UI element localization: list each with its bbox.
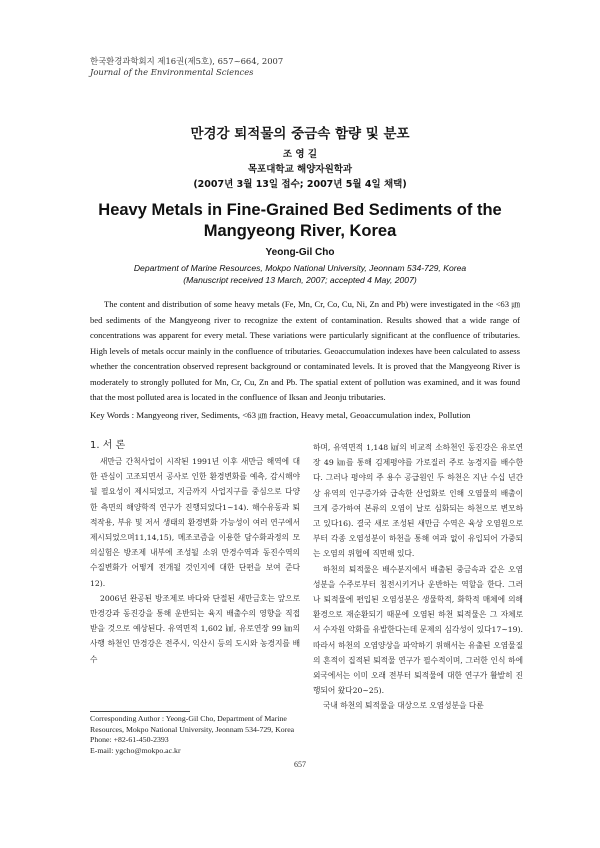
- korean-affiliation: 목포대학교 해양자원학과: [247, 164, 353, 175]
- journal-citation: 한국환경과학회지 제16권(제5호), 657~664, 2007: [90, 56, 284, 66]
- corresponding-author: Corresponding Author : Yeong-Gil Cho, Department of Marine Resources, Mokpo National University, Jeonnam 534-729, Korea: [90, 714, 295, 734]
- footnote: [90, 714, 305, 756]
- korean-title: 만경강 퇴적물의 중금속 함량 및 분포: [190, 126, 410, 142]
- body-paragraph: 2006년 완공된 방조제로 바다와 단절된 새만금호는 앞으로 만경강과 동진강을 통해 운반되는 육지 배출수의 영향을 직접 받을 것으로 예상된다. 유역면적 1,602 ㎢, 유로연장 99 ㎞의 사행 하천인 만경강은 전주시, 익산시 등의 도시와 농경지를 배수: [90, 593, 300, 664]
- body-paragraph: 하며, 유역면적 1,148 ㎢의 비교적 소하천인 동진강은 유로연장 49 ㎞를 통해 김제평야를 가로질러 주로 농경지를 배수한다. 그러나 평야의 주 용수 공급원인 두 하천은 지난 수십 년간 상 유역의 인구증가와 급속한 산업화로 인해 오염물의 배출이 크게 증가하여 본류의 오염이 날로 심화되는 하천으로 변모하고 있다16). 결국 새로 조성된 새만금 수역은 육상 오염원으로부터 각종 오염성분이 하천을 통해 여과 없이 유입되어 가중되는 오염의 위협에 직면해 있다.: [313, 443, 523, 559]
- english-title: [0, 200, 600, 242]
- english-title-line-1: Heavy Metals in Fine-Grained Bed Sediments of the: [98, 201, 502, 219]
- body-paragraph: 국내 하천의 퇴적물을 대상으로 오염성분을 다룬: [323, 701, 484, 711]
- body-column-left: [90, 440, 300, 667]
- section-heading: 1. 서 론: [90, 440, 126, 451]
- body-paragraph: 새만금 간척사업이 시작된 1991년 이후 새만금 해역에 대한 관심이 고조되면서 공사로 인한 환경변화를 예측, 감시해야 될 필요성이 제시되었고, 지금까지 사업지구를 중심으로 다양한 측면의 해양학적 연구가 진행되었다1~14). 해수유동과 퇴적작용, 부유 및 저서 생태의 환경변화 가능성이 여러 연구에서 제시되었으며11,14,15), 메조코즘을 이용한 담수화과정의 모의실험은 방조제 내부에 조성될 소위 만경수역과 동진수역의 수질변화가 어떻게 전개될 것인지에 대한 단편을 보여 준다12).: [90, 457, 300, 588]
- korean-dates: (2007년 3월 13일 접수; 2007년 5월 4일 채택): [193, 179, 407, 190]
- abstract: The content and distribution of some heavy metals (Fe, Mn, Cr, Co, Cu, Ni, Zn and Pb) were investigated in the <63 ㎛ bed sediments of the Mangyeong river to recognize the extent of contamination. Results showed that a wide range of concentrations was apparent for every metal. These variations were particularly significant at the confluence of tributaries. High levels of metals occur mainly in the confluence of tributaries. Geoaccumulation indexes have been calculated to assess whether the concentration observed represent background or contaminated levels. It is proved that the Mangyeong River is moderately to strongly polluted for Mn, Cr, Cu, Zn and Pb. The spatial extent of pollution was examined, and it was found that the most polluted area is located in the confluence of Iksan and Jeonju tributaries.: [90, 299, 520, 402]
- phone: Phone: +82-61-450-2393: [90, 735, 169, 744]
- english-author: Yeong-Gil Cho: [265, 247, 335, 258]
- body-paragraph: 하천의 퇴적물은 배수분지에서 배출된 중금속과 같은 오염성분을 수주로부터 침전시키거나 운반하는 역할을 한다. 그러나 퇴적물에 편입된 오염성분은 생물학적, 화학적 매체에 의해 환경으로 재순환되기 때문에 오염된 하천 퇴적물은 그 자체로서 수자원 악화를 유발한다는데 문제의 심각성이 있다17~19). 따라서 하천의 오염양상을 파악하기 위해서는 유출된 오염물질의 흔적이 집적된 퇴적물 연구가 필수적이며, 그러한 인식 하에 외국에서는 이미 오래 전부터 퇴적물에 대한 연구가 활발히 진행되어 왔다20~25).: [313, 564, 523, 696]
- korean-author: 조 영 길: [282, 149, 318, 160]
- english-title-line-2: Mangyeong River, Korea: [203, 222, 397, 240]
- keywords: Key Words : Mangyeong river, Sediments, <63 ㎛ fraction, Heavy metal, Geoaccumulation index, Pollution: [90, 410, 471, 420]
- footnote-divider: [90, 711, 190, 712]
- journal-header: [90, 56, 283, 78]
- english-affiliation: Department of Marine Resources, Mokpo National University, Jeonnam 534-729, Korea: [133, 263, 467, 273]
- journal-name: Journal of the Environmental Sciences: [90, 67, 254, 77]
- page-number: 657: [294, 760, 306, 769]
- english-dates: (Manuscript received 13 March, 2007; accepted 4 May, 2007): [183, 275, 417, 285]
- english-affiliation-block: [0, 262, 600, 286]
- body-column-right: [313, 440, 523, 714]
- email: E-mail: ygcho@mokpo.ac.kr: [90, 745, 181, 755]
